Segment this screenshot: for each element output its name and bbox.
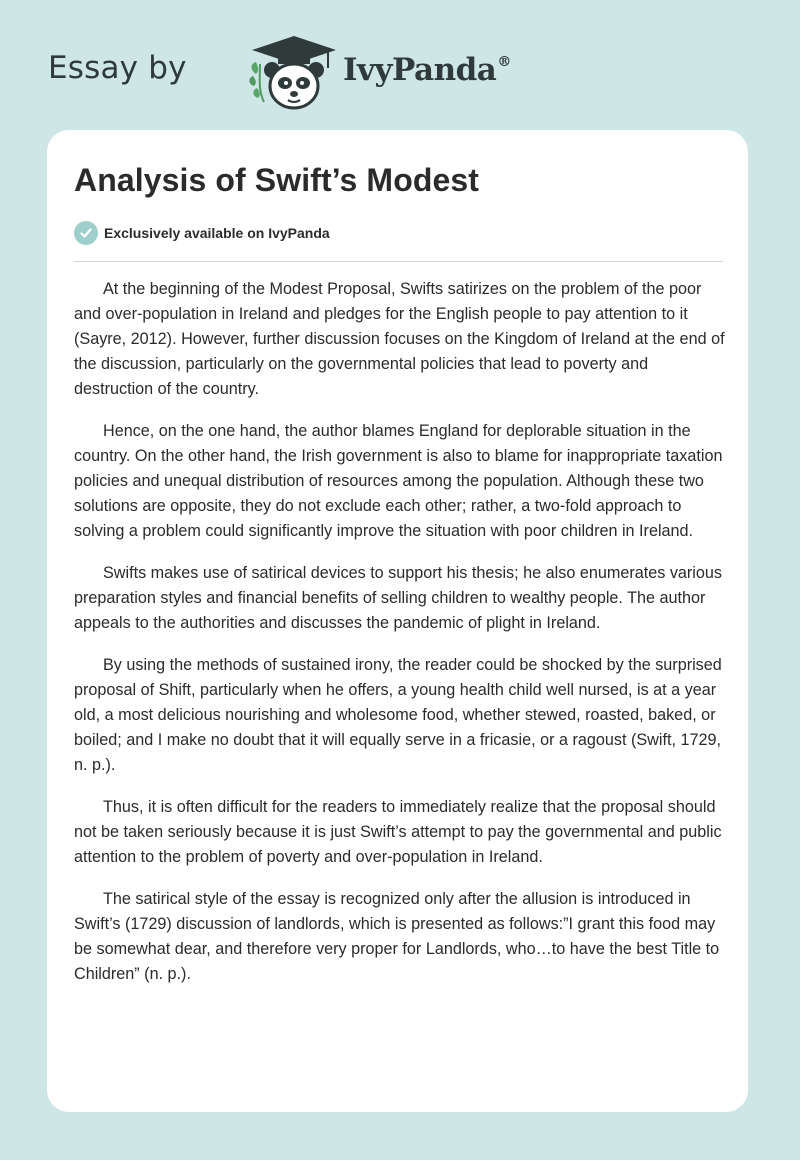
essay-body [74,277,726,1004]
paragraph: Hence, on the one hand, the author blames England for deplorable situation in the country. On the other hand, the Irish government is also to blame for inappropriate taxation policies and unequal distribution of resources among the population. Although these two solutions are opposite, they do not exclude each other; rather, a two-fold approach to solving a problem could significantly improve the situation with poor children in Ireland. [74,422,723,540]
panda-graduate-logo-icon[interactable] [248,34,340,112]
exclusive-badge-label: Exclusively available on IvyPanda [104,225,330,241]
divider [74,261,723,262]
paragraph: Swifts makes use of satirical devices to support his thesis; he also enumerates various preparation styles and financial benefits of selling children to wealthy people. The author appeals to the authorities and discusses the pandemic of plight in Ireland. [74,564,723,632]
essay-card [47,130,748,1112]
brand-name[interactable]: IvyPanda® [343,52,511,88]
exclusive-badge [74,221,330,245]
paragraph: By using the methods of sustained irony, the reader could be shocked by the surprised proposal of Shift, particularly when he offers, a young health child well nursed, is at a year old, a most delicious nourishing and wholesome food, whether stewed, roasted, baked, or boiled; and I make no doubt that it will equally serve in a fricasie, or a ragoust (Swift, 1729, n. p.). [74,656,722,774]
registered-mark: ® [497,54,511,70]
essay-by-label: Essay by [48,50,187,86]
site-header [48,34,548,114]
check-icon [74,221,98,245]
paragraph: The satirical style of the essay is recognized only after the allusion is introduced in Swift’s (1729) discussion of landlords, which is presented as follows:”I grant this food may be somewhat dear, and therefore very proper for Landlords, who…to have the best Title to Children” (n. p.). [74,890,720,983]
essay-title: Analysis of Swift’s Modest [74,162,480,198]
paragraph: Thus, it is often difficult for the readers to immediately realize that the proposal should not be taken seriously because it is just Swift’s attempt to pay the governmental and public attention to the problem of poverty and over-population in Ireland. [74,798,722,866]
paragraph: At the beginning of the Modest Proposal, Swifts satirizes on the problem of the poor and over-population in Ireland and pledges for the English people to pay attention to it (Sayre, 2012). However, further discussion focuses on the Kingdom of Ireland at the end of the discussion, particularly on the governmental policies that lead to poverty and destruction of the country. [74,280,725,398]
